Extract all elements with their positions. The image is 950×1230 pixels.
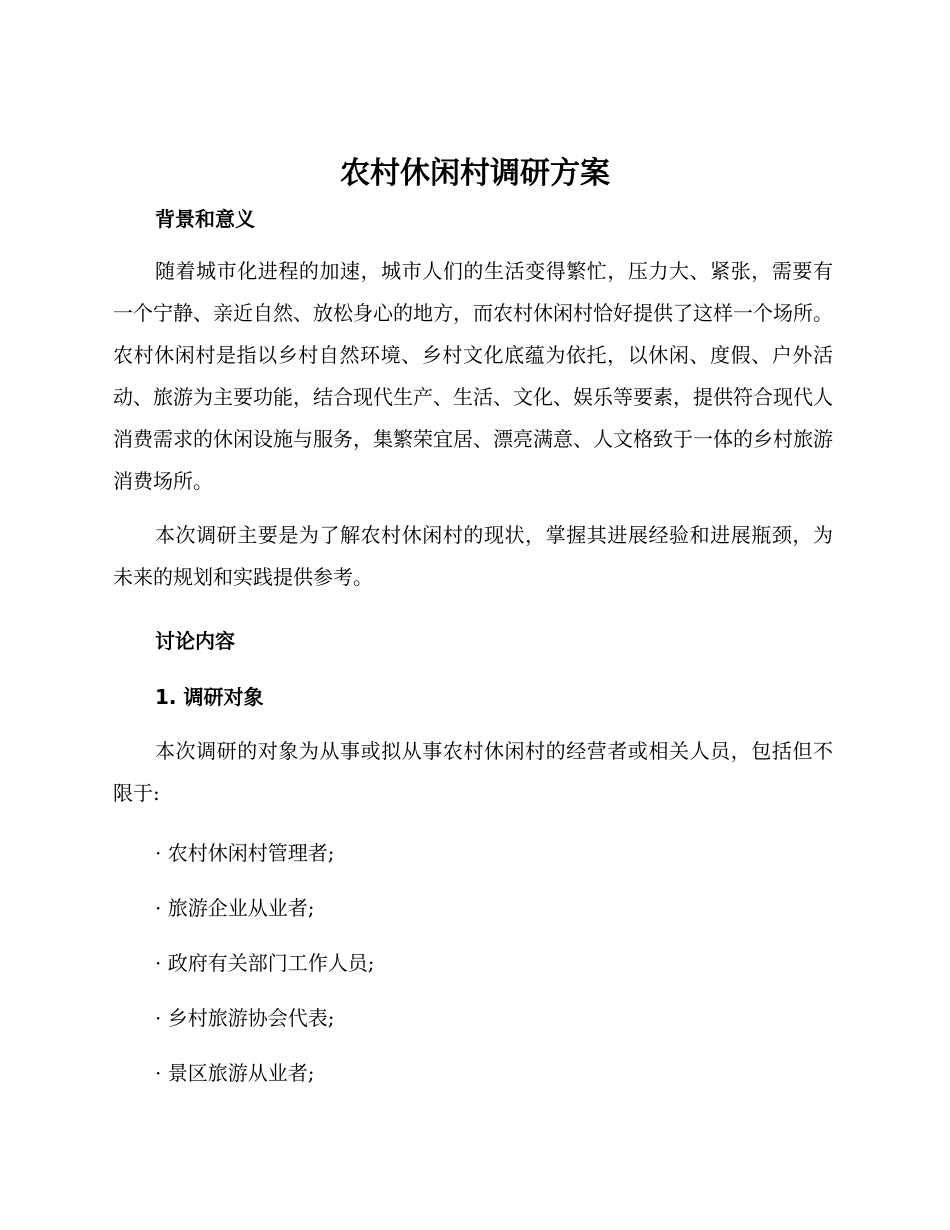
list-item: · 乡村旅游协会代表; [155,1006,335,1030]
background-paragraph-1: 随着城市化进程的加速，城市人们的生活变得繁忙，压力大、紧张，需要有一个宁静、亲近自然、放松身心的地方，而农村休闲村恰好提供了这样一个场所。农村休闲村是指以乡村自然环境、乡村文化底蕴为依托，以休闲、度假、户外活动、旅游为主要功能，结合现代生产、生活、文化、娱乐等要素，提供符合现代人消费需求的休闲设施与服务，集繁荣宜居、漂亮满意、人文格致于一体的乡村旅游消费场所。 [113,259,833,493]
subjects-list [113,838,833,1088]
subsection-heading-subjects: 1. 调研对象 [155,685,264,709]
list-item: · 旅游企业从业者; [155,896,315,920]
list-item: · 农村休闲村管理者; [155,841,335,865]
background-paragraph-2: 本次调研主要是为了解农村休闲村的现状，掌握其进展经验和进展瓶颈，为未来的规划和实践提供参考。 [113,523,833,589]
section-heading-background: 背景和意义 [155,207,255,231]
subjects-paragraph: 本次调研的对象为从事或拟从事农村休闲村的经营者或相关人员，包括但不限于: [113,739,833,805]
list-item: · 景区旅游从业者; [155,1061,315,1085]
section-heading-discussion: 讨论内容 [155,629,235,653]
document-body [113,204,833,1088]
list-item: · 政府有关部门工作人员; [155,951,375,975]
document-title: 农村休闲村调研方案 [340,156,610,191]
